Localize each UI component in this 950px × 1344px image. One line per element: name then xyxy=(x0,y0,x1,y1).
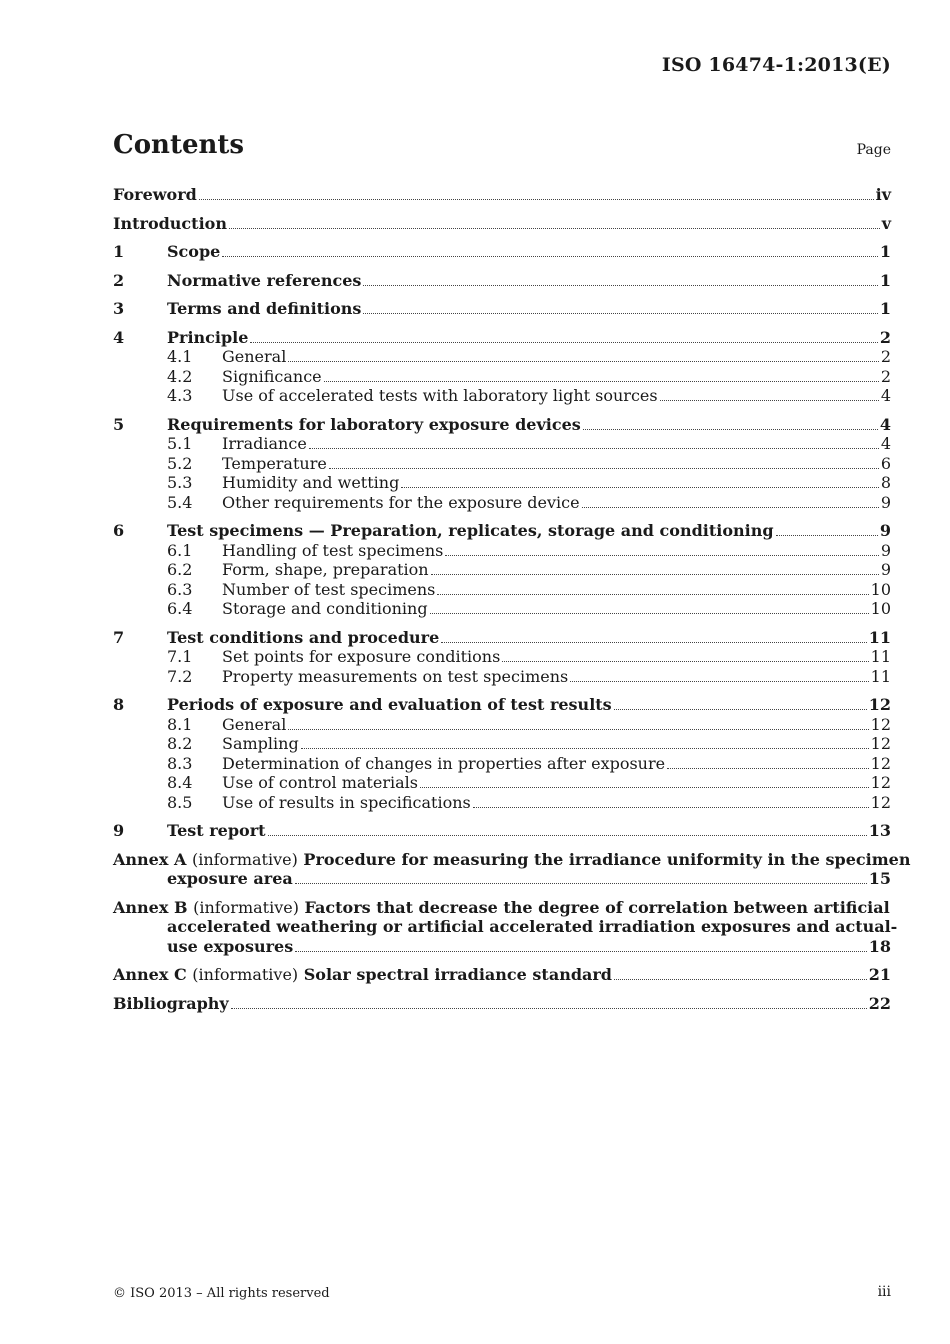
toc-subentry[interactable] xyxy=(113,667,891,687)
leader-dots xyxy=(231,1008,867,1009)
toc-subentry-number: 5.3 xyxy=(167,473,193,492)
toc-annex[interactable] xyxy=(113,965,891,985)
leader-dots xyxy=(583,429,878,430)
toc-subentry-title: Use of accelerated tests with laboratory light sources xyxy=(222,386,658,405)
toc-clause-group xyxy=(113,242,891,262)
toc-subentry-number: 8.3 xyxy=(167,753,193,773)
toc-annex-title: accelerated weathering or artificial accelerated irradiation exposures and actual- xyxy=(167,917,898,936)
leader-dots xyxy=(776,535,878,536)
toc-subentry[interactable] xyxy=(113,347,891,367)
toc-entry-page: 1 xyxy=(879,270,891,290)
leader-dots xyxy=(222,256,878,257)
toc-subentry-page: 9 xyxy=(880,540,891,560)
toc-entry-number: 2 xyxy=(113,270,125,290)
toc-entry-page: 11 xyxy=(868,627,891,647)
toc-subentry-title: Use of results in specifications xyxy=(222,792,471,812)
leader-dots xyxy=(431,574,879,575)
toc-subentry-page: 2 xyxy=(880,366,891,386)
toc-subentry-title: Irradiance xyxy=(222,434,307,453)
toc-entry-page: 2 xyxy=(879,327,891,347)
toc-subentry-number: 5.4 xyxy=(167,492,193,512)
toc-entry-title: Normative references xyxy=(167,270,362,290)
toc-subentry-number: 6.1 xyxy=(167,540,193,560)
toc-entry-number: 1 xyxy=(113,242,125,261)
toc-subentry[interactable] xyxy=(113,754,891,774)
toc-annex-line xyxy=(113,898,891,918)
toc-clause-group xyxy=(113,328,891,406)
toc-annex-label: Annex C xyxy=(113,965,187,984)
toc-annex-title: exposure area xyxy=(167,869,293,888)
toc-subentry-title: Handling of test specimens xyxy=(222,540,444,560)
toc-subentry[interactable] xyxy=(113,386,891,406)
leader-dots xyxy=(473,807,869,808)
toc-entry-page: 9 xyxy=(879,521,891,540)
toc-subentry[interactable] xyxy=(113,599,891,619)
toc-entry[interactable] xyxy=(113,185,891,205)
toc-subentry-number: 5.1 xyxy=(167,434,193,453)
toc-subentry-number: 8.1 xyxy=(167,714,193,734)
leader-dots xyxy=(582,507,879,508)
leader-dots xyxy=(309,448,879,449)
leader-dots xyxy=(250,342,877,343)
toc-subentry[interactable] xyxy=(113,773,891,793)
toc-subentry-page: 9 xyxy=(880,560,891,579)
toc-entry-number: 6 xyxy=(113,521,125,540)
toc-subentry[interactable] xyxy=(113,434,891,454)
toc-entry[interactable] xyxy=(113,299,891,319)
toc-entry-title: Foreword xyxy=(113,185,197,204)
toc-entry[interactable] xyxy=(113,328,891,348)
toc-entry[interactable] xyxy=(113,695,891,715)
toc-subentry-title: General xyxy=(222,714,287,734)
leader-dots xyxy=(301,748,869,749)
leader-dots xyxy=(324,381,879,382)
toc-entry[interactable] xyxy=(113,994,891,1014)
toc-entry-title: Requirements for laboratory exposure devices xyxy=(167,414,581,434)
leader-dots xyxy=(570,681,868,682)
toc-subentry-number: 8.5 xyxy=(167,792,193,812)
leader-dots xyxy=(288,361,878,362)
leader-dots xyxy=(420,787,869,788)
toc-subentry-page: 12 xyxy=(870,773,891,792)
toc-annex-label: Annex A xyxy=(113,849,187,869)
toc-annex[interactable] xyxy=(113,849,911,889)
toc-subentry-title: Number of test specimens xyxy=(222,579,436,599)
toc-clause-group xyxy=(113,299,891,319)
toc-entry[interactable] xyxy=(113,821,891,841)
toc-subentry-number: 4.1 xyxy=(167,347,193,366)
leader-dots xyxy=(502,661,868,662)
toc-subentry[interactable] xyxy=(113,734,891,754)
toc-annex-kind: (informative) xyxy=(192,965,299,984)
toc-entry[interactable] xyxy=(113,271,891,291)
table-of-contents xyxy=(113,185,911,1022)
toc-entry-page: v xyxy=(881,213,891,233)
toc-annex-line xyxy=(113,917,898,937)
toc-entry[interactable] xyxy=(113,242,891,262)
toc-subentry[interactable] xyxy=(113,541,891,561)
page-column-label: Page xyxy=(856,142,891,158)
toc-annex[interactable] xyxy=(113,897,898,957)
leader-dots xyxy=(199,199,874,200)
toc-entry-page: 12 xyxy=(868,695,891,714)
toc-entry-title: Scope xyxy=(167,242,221,261)
toc-subentry-page: 11 xyxy=(870,666,891,686)
toc-clause-group xyxy=(113,415,891,513)
toc-subentry-page: 11 xyxy=(870,647,891,666)
toc-subentry-number: 7.2 xyxy=(167,666,193,686)
toc-subentry-title: Use of control materials xyxy=(222,773,418,792)
toc-subentry-page: 4 xyxy=(880,386,891,405)
footer-copyright: © ISO 2013 – All rights reserved xyxy=(113,1286,330,1301)
toc-entry-title: Principle xyxy=(167,327,249,347)
toc-annex-label: Annex B xyxy=(113,897,188,917)
toc-annex-line xyxy=(113,937,891,957)
toc-entry[interactable] xyxy=(113,214,891,234)
leader-dots xyxy=(268,835,867,836)
toc-clause-group xyxy=(113,521,891,619)
toc-entry-number: 4 xyxy=(113,327,125,347)
toc-annex-title: Factors that decrease the degree of correlation between artificial xyxy=(304,897,890,917)
toc-clause-group xyxy=(113,271,891,291)
toc-subentry-page: 12 xyxy=(870,734,891,753)
toc-clause-group xyxy=(113,628,891,687)
toc-annex-title: Procedure for measuring the irradiance uniformity in the specimen xyxy=(303,849,911,869)
toc-annex-title: Solar spectral irradiance standard xyxy=(303,965,612,984)
toc-annex-title: use exposures xyxy=(167,936,294,956)
leader-dots xyxy=(295,951,867,952)
toc-subentry-page: 4 xyxy=(880,434,891,453)
toc-subentry-title: Sampling xyxy=(222,734,299,753)
toc-subentry[interactable] xyxy=(113,793,891,813)
toc-subentry-number: 8.2 xyxy=(167,734,193,753)
toc-subentry-title: Other requirements for the exposure device xyxy=(222,492,580,512)
toc-entry[interactable] xyxy=(113,628,891,648)
footer-page-number: iii xyxy=(877,1284,891,1300)
leader-dots xyxy=(329,468,879,469)
toc-subentry-number: 5.2 xyxy=(167,453,193,473)
document-id: ISO 16474-1:2013(E) xyxy=(661,54,891,76)
leader-dots xyxy=(445,555,878,556)
toc-subentry-page: 9 xyxy=(880,492,891,512)
toc-entry-title: Bibliography xyxy=(113,993,229,1013)
leader-dots xyxy=(614,979,867,980)
leader-dots xyxy=(667,768,869,769)
toc-entry-page: 22 xyxy=(868,993,891,1013)
toc-entry[interactable] xyxy=(113,521,891,541)
toc-subentry-number: 6.2 xyxy=(167,560,193,579)
leader-dots xyxy=(441,642,866,643)
toc-entry-page: 1 xyxy=(879,242,891,261)
toc-entry-title: Test specimens — Preparation, replicates, storage and conditioning xyxy=(167,521,774,540)
toc-subentry-page: 6 xyxy=(880,453,891,473)
toc-entry-number: 5 xyxy=(113,414,125,434)
leader-dots xyxy=(437,594,868,595)
toc-annex-line xyxy=(113,869,891,889)
toc-annex-page: 21 xyxy=(868,965,891,984)
toc-subentry[interactable] xyxy=(113,580,891,600)
leader-dots xyxy=(614,709,867,710)
toc-subentry-page: 8 xyxy=(880,473,891,492)
toc-subentry-page: 10 xyxy=(870,599,891,618)
toc-subentry-title: Temperature xyxy=(222,453,327,473)
toc-entry-page: 13 xyxy=(868,821,891,840)
toc-subentry-title: Determination of changes in properties after exposure xyxy=(222,753,666,773)
toc-subentry-title: Humidity and wetting xyxy=(222,473,400,492)
toc-entry-page: 1 xyxy=(879,299,891,318)
toc-subentry-title: Property measurements on test specimens xyxy=(222,666,569,686)
toc-subentry-page: 12 xyxy=(870,714,891,734)
toc-subentry[interactable] xyxy=(113,647,891,667)
toc-subentry[interactable] xyxy=(113,715,891,735)
leader-dots xyxy=(401,487,878,488)
toc-annex-line xyxy=(113,965,891,985)
toc-subentry-page: 10 xyxy=(870,579,891,599)
toc-subentry-number: 8.4 xyxy=(167,773,193,792)
toc-annex-page: 18 xyxy=(868,936,891,956)
toc-entry-page: 4 xyxy=(879,414,891,434)
toc-entry-title: Terms and definitions xyxy=(167,299,362,318)
toc-clause-group xyxy=(113,695,891,812)
toc-subentry[interactable] xyxy=(113,367,891,387)
toc-subentry-title: Set points for exposure conditions xyxy=(222,647,501,666)
toc-subentry-number: 4.2 xyxy=(167,366,193,386)
leader-dots xyxy=(430,613,869,614)
toc-entry-number: 9 xyxy=(113,821,125,840)
toc-entry-number: 7 xyxy=(113,627,125,647)
toc-subentry-page: 12 xyxy=(870,753,891,773)
leader-dots xyxy=(295,883,867,884)
toc-subentry[interactable] xyxy=(113,560,891,580)
toc-subentry-page: 12 xyxy=(870,792,891,812)
toc-subentry-number: 4.3 xyxy=(167,386,193,405)
leader-dots xyxy=(288,729,868,730)
leader-dots xyxy=(660,400,879,401)
toc-entry-title: Test report xyxy=(167,821,266,840)
toc-subentry-number: 6.3 xyxy=(167,579,193,599)
toc-entry-title: Introduction xyxy=(113,213,227,233)
leader-dots xyxy=(363,285,877,286)
toc-annex-page: 15 xyxy=(868,869,891,888)
toc-subentry-title: Significance xyxy=(222,366,322,386)
leader-dots xyxy=(363,313,877,314)
toc-annex-kind: (informative) xyxy=(193,897,299,917)
toc-annex-kind: (informative) xyxy=(191,849,298,869)
toc-subentry-number: 7.1 xyxy=(167,647,193,666)
toc-entry-title: Periods of exposure and evaluation of test results xyxy=(167,695,612,714)
toc-clause-group xyxy=(113,821,891,841)
toc-subentry-title: General xyxy=(222,347,287,366)
toc-subentry[interactable] xyxy=(113,493,891,513)
toc-subentry-number: 6.4 xyxy=(167,599,193,618)
toc-subentry-title: Form, shape, preparation xyxy=(222,560,429,579)
toc-annex-line xyxy=(113,849,911,870)
leader-dots xyxy=(229,228,880,229)
toc-subentry[interactable] xyxy=(113,454,891,474)
toc-entry[interactable] xyxy=(113,415,891,435)
toc-subentry[interactable] xyxy=(113,473,891,493)
toc-subentry-title: Storage and conditioning xyxy=(222,599,428,618)
toc-entry-number: 3 xyxy=(113,299,125,318)
toc-entry-number: 8 xyxy=(113,695,125,714)
toc-title: Contents xyxy=(113,130,245,160)
toc-entry-title: Test conditions and procedure xyxy=(167,627,440,647)
toc-subentry-page: 2 xyxy=(880,347,891,366)
toc-entry-page: iv xyxy=(875,185,891,204)
